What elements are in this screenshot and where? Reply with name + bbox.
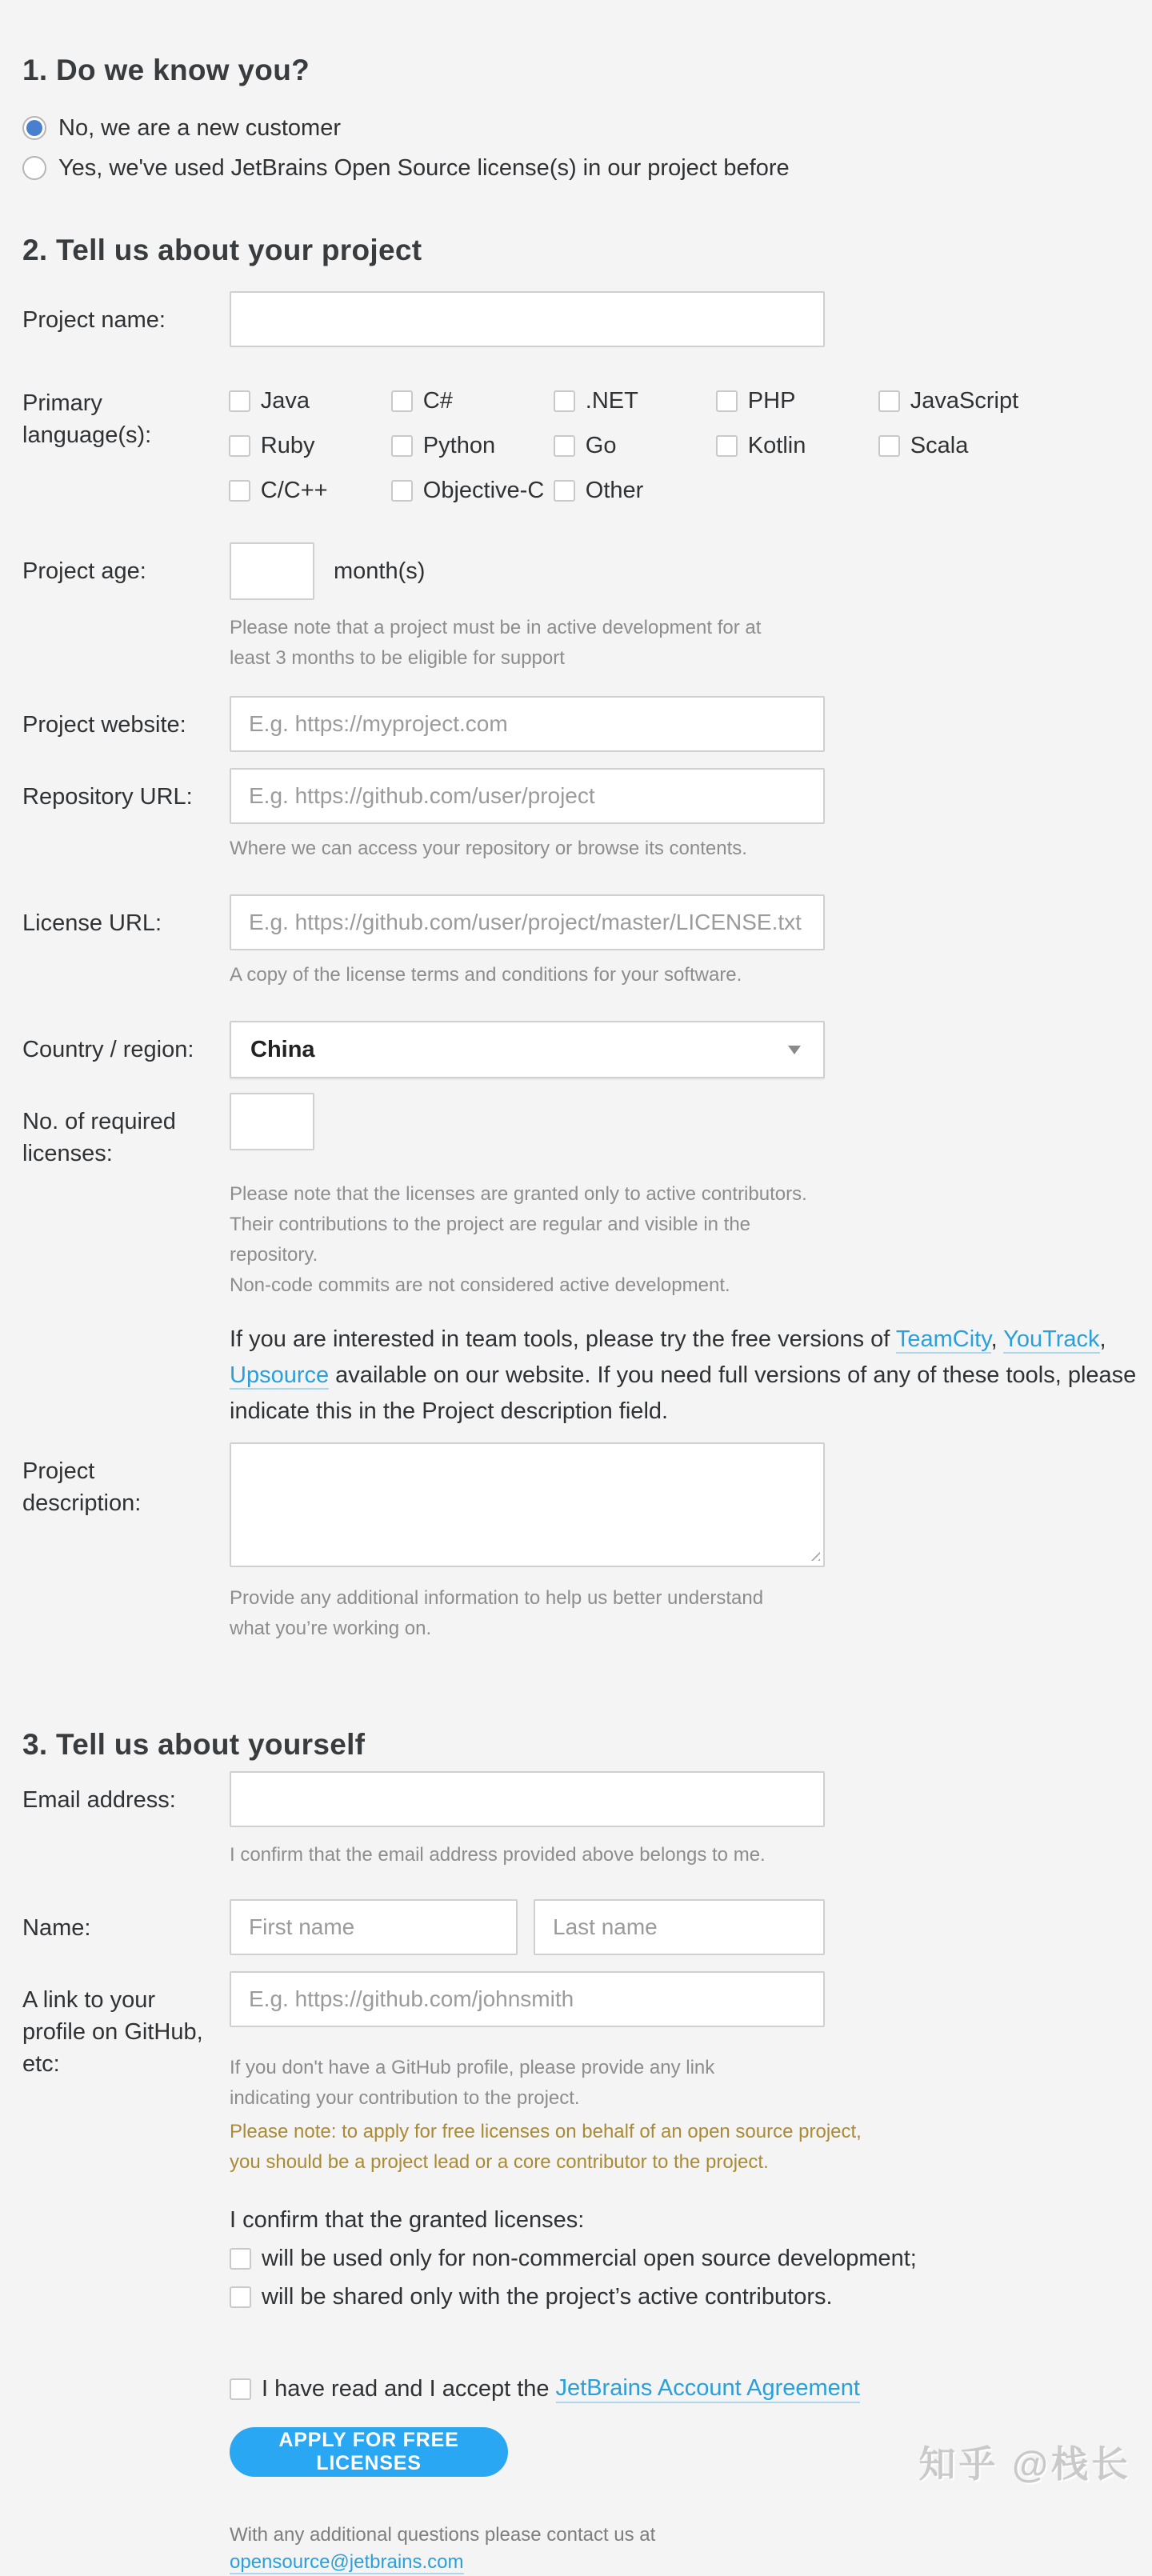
project-website-label: Project website: xyxy=(22,712,186,738)
project-age-note: Please note that a project must be in active development for at least 3 months to be eligible for support xyxy=(230,617,762,669)
language-checkbox-csharp[interactable] xyxy=(391,387,554,414)
contact-email-link[interactable]: opensource@jetbrains.com xyxy=(230,2551,464,2573)
project-age-suffix: month(s) xyxy=(334,558,426,584)
separator: , xyxy=(990,1326,1004,1352)
checkbox-label: Python xyxy=(422,432,496,458)
language-checkbox-java[interactable] xyxy=(229,387,391,414)
radio-unselected-icon[interactable] xyxy=(22,156,46,180)
team-tools-text: If you are interested in team tools, please try the free versions of xyxy=(230,1326,896,1352)
repository-url-input[interactable] xyxy=(230,768,825,824)
checkbox-icon[interactable] xyxy=(878,390,900,412)
checkbox-icon[interactable] xyxy=(716,435,738,457)
checkbox-icon[interactable] xyxy=(391,435,413,457)
email-label: Email address: xyxy=(22,1787,176,1813)
chevron-down-icon xyxy=(788,1046,801,1054)
country-select-value: China xyxy=(250,1036,315,1062)
profile-link-note: If you don't have a GitHub profile, please provide any link indicating your contribution to the project. xyxy=(230,2057,715,2109)
project-description-wrapper xyxy=(230,1442,825,1567)
checkbox-label: C# xyxy=(422,387,453,414)
checkbox-icon[interactable] xyxy=(229,480,250,502)
radio-label: No, we are a new customer xyxy=(58,114,341,141)
zhihu-watermark: 知乎 @栈长 xyxy=(918,2443,1131,2485)
licenses-count-note-2: Their contributions to the project are regular and visible in the repository. xyxy=(230,1214,751,1266)
checkbox-icon[interactable] xyxy=(229,435,250,457)
section-heading-do-we-know-you: 1. Do we know you? xyxy=(22,54,310,86)
license-url-note: A copy of the license terms and conditions for your software. xyxy=(230,964,742,986)
team-tools-paragraph xyxy=(230,1322,1152,1430)
checkbox-label: Go xyxy=(585,432,617,458)
apply-button[interactable]: APPLY FOR FREE LICENSES xyxy=(230,2427,508,2477)
project-age-label: Project age: xyxy=(22,558,146,584)
confirm-checkbox-contributors[interactable] xyxy=(230,2283,1152,2310)
language-checkbox-other[interactable] xyxy=(554,477,716,504)
teamcity-link[interactable]: TeamCity xyxy=(895,1326,991,1352)
checkbox-icon[interactable] xyxy=(554,435,575,457)
checkbox-label: JavaScript xyxy=(910,387,1019,414)
language-checkbox-kotlin[interactable] xyxy=(716,432,878,459)
checkbox-label: Scala xyxy=(910,432,969,458)
email-input[interactable] xyxy=(230,1771,825,1827)
youtrack-link[interactable]: YouTrack xyxy=(1003,1326,1100,1352)
section-heading-project: 2. Tell us about your project xyxy=(22,234,422,266)
checkbox-label: Java xyxy=(260,387,310,414)
profile-link-warning: Please note: to apply for free licenses on behalf of an open source project, you should be a project lead or a core contributor to the project. xyxy=(230,2121,862,2173)
profile-link-label: A link to your profile on GitHub, etc: xyxy=(22,1987,203,2077)
team-tools-text: available on our website. If you need full versions of any of these tools, please indicate this in the Project description field. xyxy=(230,1362,1137,1424)
project-age-input[interactable] xyxy=(230,542,314,600)
language-checkbox-javascript[interactable] xyxy=(878,387,1152,414)
agreement-checkbox-row[interactable] xyxy=(230,2374,1152,2403)
project-description-textarea[interactable] xyxy=(230,1442,825,1567)
licenses-count-input[interactable] xyxy=(230,1093,314,1150)
footer-text: With any additional questions please contact us at xyxy=(230,2524,656,2546)
radio-option-existing-customer[interactable] xyxy=(22,154,1152,182)
languages-label: Primary language(s): xyxy=(22,390,152,448)
checkbox-icon[interactable] xyxy=(554,390,575,412)
first-name-input[interactable] xyxy=(230,1899,518,1955)
radio-label: Yes, we've used JetBrains Open Source license(s) in our project before xyxy=(58,154,790,181)
checkbox-icon[interactable] xyxy=(230,2248,251,2270)
repository-url-label: Repository URL: xyxy=(22,784,193,810)
radio-selected-icon[interactable] xyxy=(22,116,46,140)
project-name-label: Project name: xyxy=(22,307,166,333)
upsource-link[interactable]: Upsource xyxy=(230,1362,330,1388)
account-agreement-link[interactable]: JetBrains Account Agreement xyxy=(556,2375,860,2403)
language-checkbox-objectivec[interactable] xyxy=(391,477,554,504)
checkbox-icon[interactable] xyxy=(391,390,413,412)
profile-link-input[interactable] xyxy=(230,1971,825,2027)
repository-url-note: Where we can access your repository or browse its contents. xyxy=(230,838,747,859)
checkbox-icon[interactable] xyxy=(230,2286,251,2308)
checkbox-label: C/C++ xyxy=(260,477,328,503)
project-website-input[interactable] xyxy=(230,696,825,752)
license-url-label: License URL: xyxy=(22,910,162,936)
confirm-intro: I confirm that the granted licenses: xyxy=(230,2207,585,2233)
checkbox-icon[interactable] xyxy=(230,2378,251,2400)
checkbox-label: will be used only for non-commercial open source development; xyxy=(262,2245,917,2271)
checkbox-label: .NET xyxy=(585,387,638,414)
agreement-text: I have read and I accept the xyxy=(262,2375,550,2402)
confirmations-block xyxy=(230,2206,1152,2576)
checkbox-label: Kotlin xyxy=(747,432,806,458)
footer-contact xyxy=(230,2522,1152,2576)
last-name-input[interactable] xyxy=(534,1899,825,1955)
languages-checkbox-group xyxy=(229,374,1152,504)
licenses-count-note-1: Please note that the licenses are granted only to active contributors. xyxy=(230,1183,807,1205)
language-checkbox-go[interactable] xyxy=(554,432,716,459)
checkbox-label: Other xyxy=(585,477,644,503)
licenses-count-note-3: Non-code commits are not considered active development. xyxy=(230,1274,730,1296)
project-description-label: Project description: xyxy=(22,1458,142,1516)
checkbox-label: will be shared only with the project’s active contributors. xyxy=(262,2283,833,2310)
project-description-note: Provide any additional information to help us better understand what you’re working on. xyxy=(230,1587,764,1639)
license-url-input[interactable] xyxy=(230,894,825,950)
language-checkbox-dotnet[interactable] xyxy=(554,387,716,414)
checkbox-icon[interactable] xyxy=(229,390,250,412)
radio-option-new-customer[interactable] xyxy=(22,114,1152,142)
licenses-count-label: No. of required licenses: xyxy=(22,1109,176,1166)
language-checkbox-ruby[interactable] xyxy=(229,432,391,459)
language-checkbox-scala[interactable] xyxy=(878,432,1152,459)
name-label: Name: xyxy=(22,1915,91,1941)
checkbox-label: Objective-C xyxy=(422,477,545,503)
checkbox-icon[interactable] xyxy=(391,480,413,502)
checkbox-label: PHP xyxy=(747,387,796,414)
language-checkbox-python[interactable] xyxy=(391,432,554,459)
language-checkbox-cpp[interactable] xyxy=(229,477,391,504)
checkbox-icon[interactable] xyxy=(554,480,575,502)
country-select[interactable] xyxy=(230,1021,825,1078)
checkbox-label: Ruby xyxy=(260,432,315,458)
language-checkbox-php[interactable] xyxy=(716,387,878,414)
country-label: Country / region: xyxy=(22,1037,194,1062)
email-note: I confirm that the email address provided above belongs to me. xyxy=(230,1844,766,1866)
section-heading-yourself: 3. Tell us about yourself xyxy=(22,1728,366,1761)
checkbox-icon[interactable] xyxy=(878,435,900,457)
confirm-checkbox-noncommercial[interactable] xyxy=(230,2245,1152,2272)
checkbox-icon[interactable] xyxy=(716,390,738,412)
separator: , xyxy=(1099,1326,1106,1352)
project-name-input[interactable] xyxy=(230,291,825,347)
